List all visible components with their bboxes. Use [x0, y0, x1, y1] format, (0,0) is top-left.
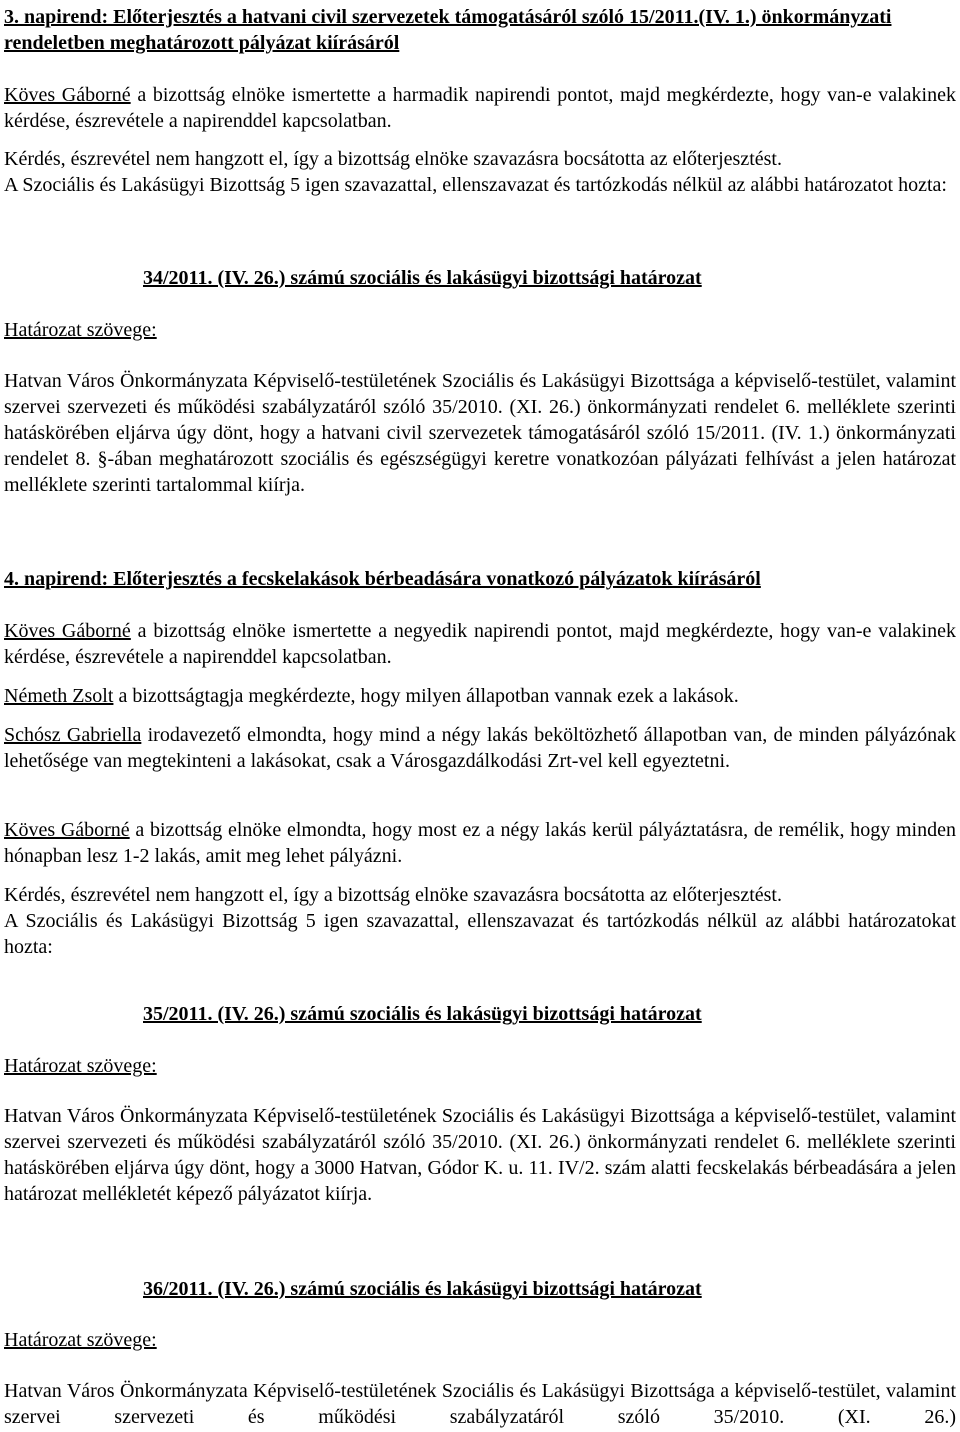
agenda-3-no-question: Kérdés, észrevétel nem hangzott el, így a bizottság elnöke szavazásra bocsátotta az előterjesztést. [4, 148, 782, 170]
resolution-34-text: Hatvan Város Önkormányzata Képviselő-testületének Szociális és Lakásügyi Bizottsága a képviselő-testület, valamint szervei szervezeti és működési szabályzatáról szóló 35/2010. (XI. 26.) önkormányzati rendelet 6. melléklete szerinti hatáskörében eljárva úgy dönt, hogy a hatvani civil szervezetek támogatásáról szóló 15/2011. (IV. 1.) önkormányzati rendelet 8. §-ában meghatározott szociális és egészségügyi keretre vonatkozóan pályázati felhívást a jelen határozat melléklete szerinti tartalommal kiírja. [4, 370, 956, 496]
resolution-34-label: Határozat szövege: [4, 319, 157, 341]
resolution-36-label: Határozat szövege: [4, 1329, 157, 1351]
resolution-35-title: 35/2011. (IV. 26.) számú szociális és lakásügyi bizottsági határozat [143, 1003, 702, 1025]
speaker-text: a bizottság elnöke elmondta, hogy most ez a négy lakás kerül pályáztatásra, de remélik, hogy minden hónapban lesz 1-2 lakás, amit meg lehet pályázni. [4, 819, 956, 867]
agenda-3-heading: 3. napirend: Előterjesztés a hatvani civil szervezetek támogatásáról szóló 15/2011.(IV. 1.) önkormányzati rendeletben meghatározott pályázat kiírásáról [4, 6, 892, 54]
agenda-4-vote: A Szociális és Lakásügyi Bizottság 5 igen szavazattal, ellenszavazat és tartózkodás nélkül az alábbi határozatokat hozta: [4, 910, 956, 958]
speaker-text: a bizottságtagja megkérdezte, hogy milyen állapotban vannak ezek a lakások. [113, 685, 739, 707]
agenda-3-vote: A Szociális és Lakásügyi Bizottság 5 igen szavazattal, ellenszavazat és tartózkodás nélkül az alábbi határozatot hozta: [4, 174, 947, 196]
agenda-4-no-question: Kérdés, észrevétel nem hangzott el, így a bizottság elnöke szavazásra bocsátotta az előterjesztést. [4, 884, 782, 906]
agenda-4-member-paragraph [4, 683, 956, 709]
resolution-34-title: 34/2011. (IV. 26.) számú szociális és lakásügyi bizottsági határozat [143, 267, 702, 289]
speaker-name: Németh Zsolt [4, 685, 114, 707]
speaker-name: Köves Gáborné [4, 620, 131, 642]
agenda-4-heading: 4. napirend: Előterjesztés a fecskelakások bérbeadására vonatkozó pályázatok kiírásáról [4, 568, 761, 590]
resolution-35-text: Hatvan Város Önkormányzata Képviselő-testületének Szociális és Lakásügyi Bizottsága a képviselő-testület, valamint szervei szervezeti és működési szabályzatáról szóló 35/2010. (XI. 26.) önkormányzati rendelet 6. melléklete szerinti hatáskörében eljárva úgy dönt, hogy a 3000 Hatvan, Gódor K. u. 11. IV/2. szám alatti fecskelakás bérbeadására a jelen határozat mellékletét képező pályázatot kiírja. [4, 1105, 956, 1205]
speaker-text: a bizottság elnöke ismertette a harmadik napirendi pontot, majd megkérdezte, hogy van-e valakinek kérdése, észrevétele a napirenddel kapcsolatban. [4, 84, 956, 132]
resolution-36-title: 36/2011. (IV. 26.) számú szociális és lakásügyi bizottsági határozat [143, 1278, 702, 1300]
speaker-text: irodavezető elmondta, hogy mind a négy lakás beköltözhető állapotban van, de minden pályázónak lehetősége van megtekinteni a lakásokat, csak a Városgazdálkodási Zrt-vel kell egyeztetni. [4, 724, 956, 772]
speaker-name: Schósz Gabriella [4, 724, 142, 746]
resolution-36-text: Hatvan Város Önkormányzata Képviselő-testületének Szociális és Lakásügyi Bizottsága a képviselő-testület, valamint szervei szervezeti és működési szabályzatáról szóló 35/2010. (XI. 26.) [4, 1380, 956, 1428]
agenda-4-chair2-paragraph [4, 817, 956, 869]
agenda-3-chair-paragraph [4, 82, 956, 134]
resolution-35-label: Határozat szövege: [4, 1055, 157, 1077]
agenda-4-chair-paragraph [4, 618, 956, 670]
speaker-name: Köves Gáborné [4, 819, 130, 841]
agenda-4-office-paragraph [4, 722, 956, 774]
speaker-text: a bizottság elnöke ismertette a negyedik napirendi pontot, majd megkérdezte, hogy van-e valakinek kérdése, észrevétele a napirenddel kapcsolatban. [4, 620, 956, 668]
speaker-name: Köves Gáborné [4, 84, 131, 106]
